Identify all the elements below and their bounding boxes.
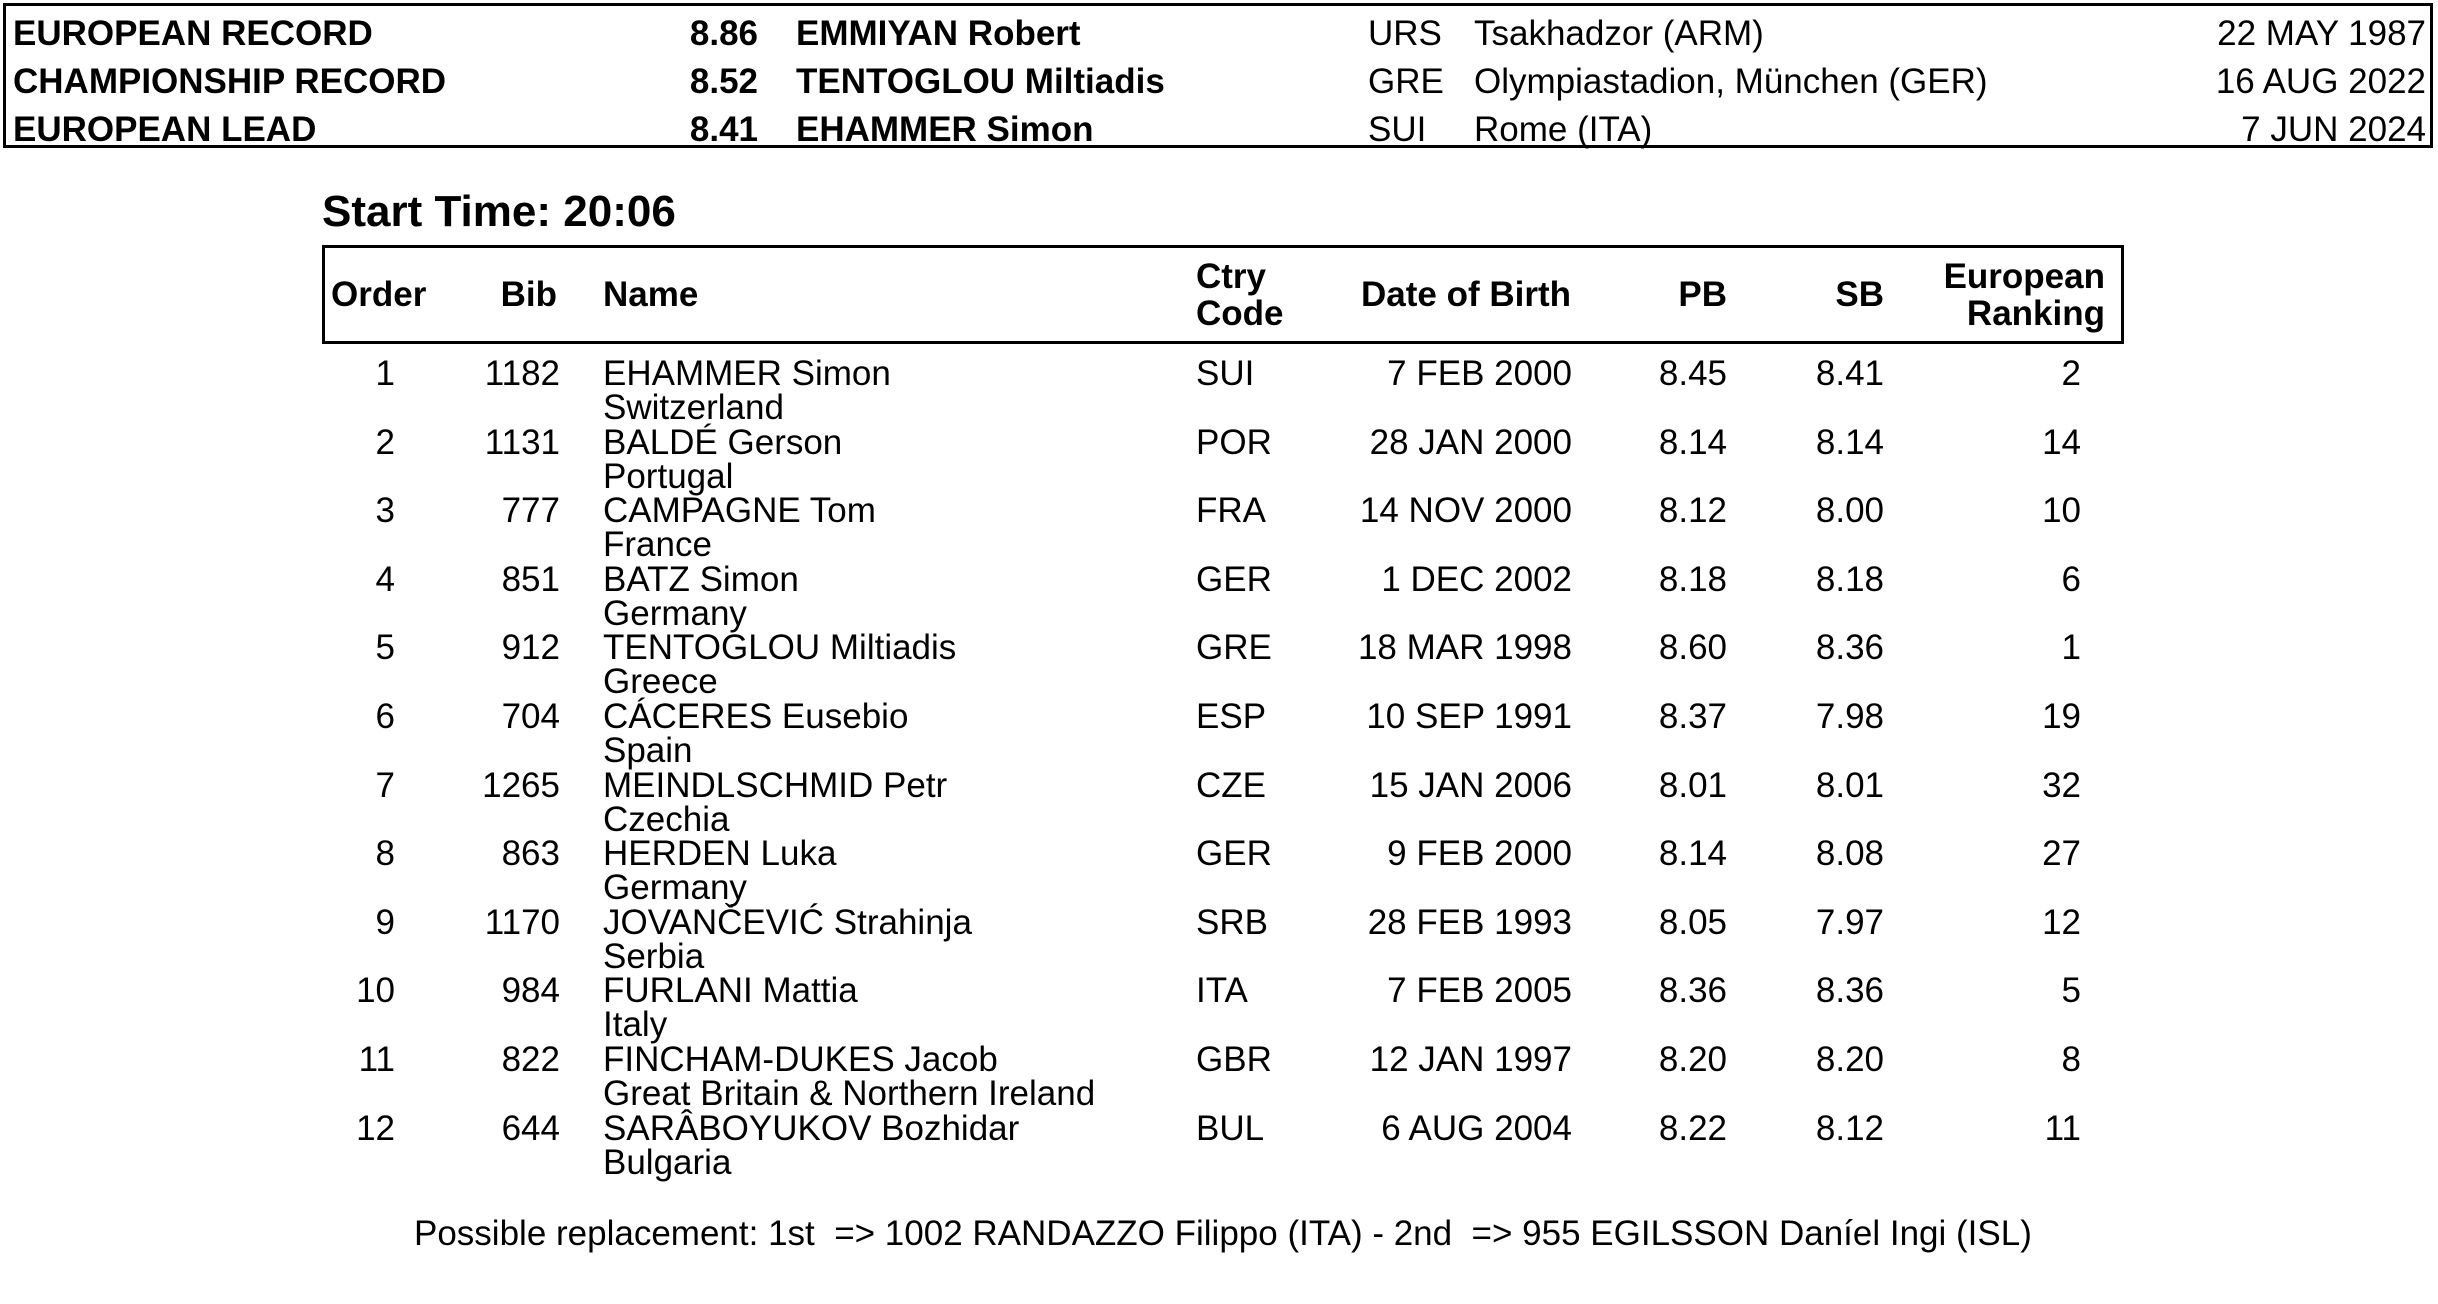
record-country: GRE [1368, 62, 1444, 101]
record-label: EUROPEAN LEAD [13, 110, 317, 149]
athlete-country: Czechia [603, 799, 730, 839]
athlete-name: CAMPAGNE Tom [603, 491, 876, 531]
athlete-sb: 8.14 [1815, 422, 1884, 462]
athlete-bib: 984 [501, 971, 560, 1011]
athlete-sb: 8.08 [1815, 834, 1884, 874]
athlete-country: Germany [603, 593, 747, 633]
athlete-pb: 8.14 [1658, 834, 1727, 874]
table-row [0, 696, 2438, 770]
athlete-dob: 6 AUG 2004 [1381, 1108, 1572, 1148]
athlete-ctry-code: ESP [1196, 696, 1267, 736]
athlete-sb: 8.20 [1815, 1039, 1884, 1079]
record-label: EUROPEAN RECORD [13, 14, 373, 53]
athlete-sb: 8.01 [1815, 765, 1884, 805]
athlete-european-ranking: 10 [2042, 491, 2081, 531]
athlete-ctry-code: SUI [1196, 354, 1255, 393]
athlete-order: 10 [356, 971, 395, 1011]
athlete-order: 9 [375, 902, 395, 942]
athlete-bib: 704 [501, 696, 560, 736]
athlete-european-ranking: 6 [2061, 559, 2081, 599]
athlete-country: France [603, 525, 712, 565]
table-row [0, 354, 2438, 427]
table-row [0, 834, 2438, 908]
header-ctry-line1: Ctry [1196, 257, 1267, 296]
record-holder: TENTOGLOU Miltiadis [796, 62, 1165, 101]
record-mark: 8.52 [689, 62, 758, 101]
athlete-european-ranking: 27 [2042, 834, 2081, 874]
athlete-sb: 8.36 [1815, 628, 1884, 668]
athlete-dob: 12 JAN 1997 [1369, 1039, 1572, 1079]
table-row [0, 971, 2438, 1045]
table-header [322, 245, 2124, 344]
athlete-dob: 28 JAN 2000 [1369, 422, 1572, 462]
header-rank-line1: European [1943, 257, 2105, 296]
athlete-order: 1 [375, 354, 395, 393]
athlete-bib: 822 [501, 1039, 560, 1079]
athlete-name: TENTOGLOU Miltiadis [603, 628, 957, 668]
athlete-dob: 18 MAR 1998 [1357, 628, 1572, 668]
athlete-european-ranking: 32 [2042, 765, 2081, 805]
athlete-bib: 1170 [484, 902, 560, 942]
athlete-name: BALDÉ Gerson [603, 422, 843, 462]
athlete-country: Portugal [603, 456, 734, 496]
start-time: Start Time: 20:06 [322, 187, 676, 236]
table-row [0, 422, 2438, 496]
athlete-country: Bulgaria [603, 1142, 732, 1182]
header-sb: SB [1835, 275, 1884, 314]
athlete-sb: 8.36 [1815, 971, 1884, 1011]
athlete-sb: 8.00 [1815, 491, 1884, 531]
athlete-order: 4 [375, 559, 395, 599]
athlete-bib: 851 [501, 559, 560, 599]
athlete-bib: 1131 [484, 422, 560, 462]
athlete-order: 8 [375, 834, 395, 874]
athlete-pb: 8.45 [1658, 354, 1727, 393]
header-pb: PB [1678, 275, 1727, 314]
athlete-bib: 777 [501, 491, 560, 531]
athlete-sb: 8.18 [1815, 559, 1884, 599]
athlete-ctry-code: ITA [1196, 971, 1248, 1011]
athlete-pb: 8.20 [1658, 1039, 1727, 1079]
record-country: SUI [1368, 110, 1427, 149]
table-row [0, 765, 2438, 839]
athlete-pb: 8.12 [1658, 491, 1727, 531]
table-row [0, 628, 2438, 702]
athlete-pb: 8.22 [1658, 1108, 1727, 1148]
record-mark: 8.41 [689, 110, 758, 149]
athlete-country: Serbia [603, 936, 705, 976]
athlete-dob: 7 FEB 2005 [1387, 971, 1572, 1011]
athlete-european-ranking: 8 [2061, 1039, 2081, 1079]
athlete-name: JOVANČEVIĆ Strahinja [603, 902, 972, 942]
athlete-european-ranking: 2 [2061, 354, 2081, 393]
athlete-ctry-code: GBR [1196, 1039, 1272, 1079]
athlete-name: FINCHAM-DUKES Jacob [603, 1039, 998, 1079]
athlete-name: HERDEN Luka [603, 834, 837, 874]
athlete-name: MEINDLSCHMID Petr [603, 765, 948, 805]
athlete-european-ranking: 12 [2042, 902, 2081, 942]
header-bib: Bib [500, 275, 557, 314]
athlete-order: 5 [375, 628, 395, 668]
athlete-order: 7 [375, 765, 395, 805]
athlete-ctry-code: GRE [1196, 628, 1272, 668]
record-row-lead [6, 106, 2430, 154]
athlete-bib: 644 [501, 1108, 560, 1148]
header-order: Order [331, 275, 427, 314]
athlete-dob: 15 JAN 2006 [1369, 765, 1572, 805]
record-venue: Rome (ITA) [1474, 110, 1653, 149]
athlete-country: Switzerland [603, 388, 784, 427]
table-body [0, 354, 2438, 1182]
athlete-name: SARÂBOYUKOV Bozhidar [603, 1108, 1020, 1148]
athlete-european-ranking: 5 [2061, 971, 2081, 1011]
athlete-sb: 7.97 [1815, 902, 1884, 942]
athlete-ctry-code: FRA [1196, 491, 1266, 531]
athlete-bib: 1265 [482, 765, 560, 805]
athlete-sb: 8.41 [1815, 354, 1884, 393]
athlete-european-ranking: 14 [2042, 422, 2081, 462]
header-ctry-line2: Code [1196, 294, 1284, 333]
athlete-name: FURLANI Mattia [603, 971, 858, 1011]
athlete-dob: 14 NOV 2000 [1359, 491, 1572, 531]
athlete-pb: 8.05 [1658, 902, 1727, 942]
athlete-ctry-code: POR [1196, 422, 1272, 462]
record-mark: 8.86 [689, 14, 758, 53]
record-label: CHAMPIONSHIP RECORD [13, 62, 447, 101]
athlete-name: EHAMMER Simon [603, 354, 891, 393]
athlete-ctry-code: GER [1196, 559, 1272, 599]
athlete-ctry-code: BUL [1196, 1108, 1265, 1148]
athlete-dob: 28 FEB 1993 [1367, 902, 1572, 942]
athlete-bib: 863 [501, 834, 560, 874]
athlete-ctry-code: SRB [1196, 902, 1268, 942]
header-name: Name [603, 275, 699, 314]
athlete-european-ranking: 1 [2061, 628, 2081, 668]
athlete-european-ranking: 19 [2042, 696, 2081, 736]
athlete-country: Germany [603, 868, 747, 908]
athlete-european-ranking: 11 [2044, 1108, 2081, 1148]
header-ctry-code [1196, 258, 1284, 332]
record-date: 16 AUG 2022 [2215, 62, 2426, 101]
athlete-country: Greece [603, 662, 718, 702]
athlete-ctry-code: CZE [1196, 765, 1266, 805]
athlete-name: CÁCERES Eusebio [603, 696, 909, 736]
athlete-order: 11 [358, 1039, 395, 1079]
record-holder: EHAMMER Simon [796, 110, 1094, 149]
athlete-country: Italy [603, 1005, 668, 1045]
record-venue: Olympiastadion, München (GER) [1474, 62, 1988, 101]
header-dob: Date of Birth [1361, 275, 1571, 314]
athlete-name: BATZ Simon [603, 559, 799, 599]
record-date: 7 JUN 2024 [2241, 110, 2426, 149]
athlete-dob: 10 SEP 1991 [1366, 696, 1572, 736]
athlete-order: 12 [356, 1108, 395, 1148]
athlete-country: Great Britain & Northern Ireland [603, 1073, 1096, 1113]
athlete-pb: 8.36 [1658, 971, 1727, 1011]
table-row [0, 902, 2438, 976]
athlete-ctry-code: GER [1196, 834, 1272, 874]
record-row-european [6, 10, 2430, 58]
athlete-pb: 8.37 [1658, 696, 1727, 736]
table-row [0, 1108, 2438, 1182]
record-venue: Tsakhadzor (ARM) [1474, 14, 1764, 53]
athlete-sb: 7.98 [1815, 696, 1884, 736]
record-date: 22 MAY 1987 [2217, 14, 2426, 53]
table-row [0, 1039, 2438, 1113]
record-row-championship [6, 58, 2430, 106]
athlete-bib: 912 [501, 628, 560, 668]
athlete-dob: 9 FEB 2000 [1387, 834, 1572, 874]
athlete-order: 6 [375, 696, 395, 736]
athlete-bib: 1182 [484, 354, 560, 393]
record-holder: EMMIYAN Robert [796, 14, 1081, 53]
athlete-order: 2 [375, 422, 395, 462]
table-row [0, 491, 2438, 565]
athlete-pb: 8.18 [1658, 559, 1727, 599]
header-rank-line2: Ranking [1966, 294, 2105, 333]
athlete-dob: 1 DEC 2002 [1381, 559, 1572, 599]
replacement-note: Possible replacement: 1st => 1002 RANDAZZO Filippo (ITA) - 2nd => 955 EGILSSON Daníel Ingi (ISL) [414, 1214, 2032, 1253]
athlete-pb: 8.01 [1658, 765, 1727, 805]
athlete-order: 3 [375, 491, 395, 531]
athlete-pb: 8.60 [1658, 628, 1727, 668]
athlete-sb: 8.12 [1815, 1108, 1884, 1148]
record-country: URS [1368, 14, 1442, 53]
athlete-pb: 8.14 [1658, 422, 1727, 462]
records-box [3, 3, 2433, 148]
header-european-ranking [1944, 258, 2105, 332]
table-row [0, 559, 2438, 633]
athlete-country: Spain [603, 730, 693, 770]
athlete-dob: 7 FEB 2000 [1387, 354, 1572, 393]
